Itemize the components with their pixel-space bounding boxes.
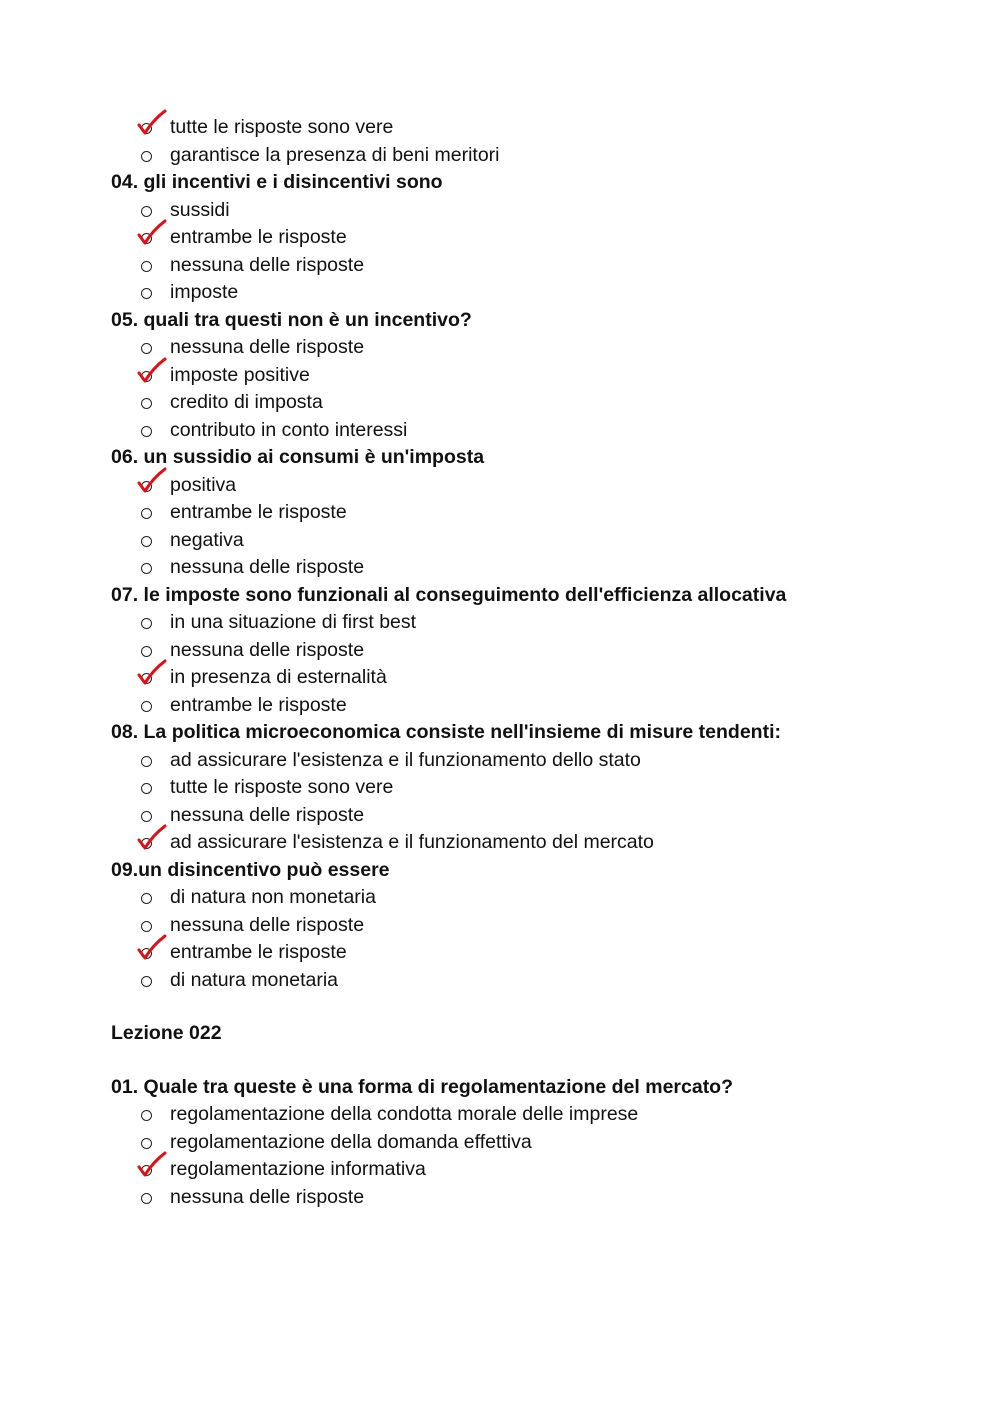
answer-option-correct	[111, 1156, 971, 1184]
answer-option	[111, 279, 971, 307]
answer-option-label: entrambe le risposte	[170, 226, 347, 248]
answer-option-label: in una situazione di first best	[170, 611, 417, 633]
answer-option-label: nessuna delle risposte	[170, 638, 365, 661]
answer-option	[111, 142, 971, 170]
answer-option-correct	[111, 114, 971, 142]
answer-option	[111, 389, 971, 417]
answer-option-correct	[111, 224, 971, 252]
answer-option-label: nessuna delle risposte	[170, 253, 365, 276]
answer-option	[111, 747, 971, 775]
answer-option-label: di natura monetaria	[170, 968, 339, 991]
hollow-circle-bullet-icon	[141, 398, 152, 409]
answer-option-label: regolamentazione della domanda effettiva	[170, 1130, 532, 1153]
answer-option-label: contributo in conto interessi	[170, 418, 408, 441]
answer-option	[111, 692, 971, 720]
red-checkmark-icon	[135, 658, 167, 688]
hollow-circle-bullet-icon	[141, 921, 152, 932]
answer-option-label: nessuna delle risposte	[170, 1185, 365, 1208]
question-text: 06. un sussidio ai consumi è un'imposta	[111, 446, 485, 468]
hollow-circle-bullet-icon	[141, 288, 152, 299]
answer-option-label: regolamentazione informativa	[170, 1158, 426, 1180]
quiz-content	[111, 114, 971, 1211]
answer-option	[111, 334, 971, 362]
answer-option	[111, 774, 971, 802]
answer-option	[111, 197, 971, 225]
hollow-circle-bullet-icon	[141, 343, 152, 354]
answer-option-label: negativa	[170, 528, 244, 551]
hollow-circle-bullet-icon	[141, 646, 152, 657]
hollow-circle-bullet-icon	[141, 756, 152, 767]
answer-option-label: di natura non monetaria	[170, 886, 376, 908]
answer-option-label: positiva	[170, 473, 237, 496]
hollow-circle-bullet-icon	[141, 701, 152, 712]
answer-option-label: entrambe le risposte	[170, 501, 347, 523]
question-text: 04. gli incentivi e i disincentivi sono	[111, 171, 443, 193]
answer-option-correct	[111, 829, 971, 857]
answer-option-label: entrambe le risposte	[170, 941, 347, 963]
answer-option-label: nessuna delle risposte	[170, 336, 365, 358]
answer-option	[111, 884, 971, 912]
hollow-circle-bullet-icon	[141, 206, 152, 217]
answer-option-correct	[111, 664, 971, 692]
hollow-circle-bullet-icon	[141, 426, 152, 437]
hollow-circle-bullet-icon	[141, 1138, 152, 1149]
hollow-circle-bullet-icon	[141, 261, 152, 272]
hollow-circle-bullet-icon	[141, 893, 152, 904]
answer-option-label: credito di imposta	[170, 391, 323, 413]
answer-option-label: tutte le risposte sono vere	[170, 776, 394, 798]
lesson-heading: Lezione 022	[111, 1022, 222, 1044]
answer-option-label: nessuna delle risposte	[170, 913, 365, 936]
spacer	[111, 1048, 971, 1074]
answer-option-label: nessuna delle risposte	[170, 803, 365, 826]
hollow-circle-bullet-icon	[141, 811, 152, 822]
answer-option-label: nessuna delle risposte	[170, 556, 365, 578]
answer-option-label: imposte	[170, 281, 239, 303]
red-checkmark-icon	[135, 1150, 167, 1180]
answer-option	[111, 967, 971, 995]
answer-option	[111, 527, 971, 555]
red-checkmark-icon	[135, 823, 167, 853]
hollow-circle-bullet-icon	[141, 1193, 152, 1204]
answer-option-label: ad assicurare l'esistenza e il funzionamento del mercato	[170, 831, 654, 853]
hollow-circle-bullet-icon	[141, 976, 152, 987]
answer-option-correct	[111, 362, 971, 390]
hollow-circle-bullet-icon	[141, 1110, 152, 1121]
red-checkmark-icon	[135, 108, 167, 138]
hollow-circle-bullet-icon	[141, 618, 152, 629]
red-checkmark-icon	[135, 356, 167, 386]
question-text: 05. quali tra questi non è un incentivo?	[111, 308, 472, 331]
hollow-circle-bullet-icon	[141, 536, 152, 547]
answer-option	[111, 609, 971, 637]
question-text: 01. Quale tra queste è una forma di regolamentazione del mercato?	[111, 1075, 734, 1098]
answer-option	[111, 1184, 971, 1212]
answer-option	[111, 554, 971, 582]
answer-option-label: imposte positive	[170, 363, 310, 386]
answer-option-label: entrambe le risposte	[170, 693, 347, 716]
answer-option-label: sussidi	[170, 198, 230, 221]
answer-option-correct	[111, 939, 971, 967]
red-checkmark-icon	[135, 466, 167, 496]
hollow-circle-bullet-icon	[141, 563, 152, 574]
spacer	[111, 994, 971, 1020]
answer-option-label: in presenza di esternalità	[170, 666, 387, 688]
red-checkmark-icon	[135, 933, 167, 963]
question-text: 07. le imposte sono funzionali al conseguimento dell'efficienza allocativa	[111, 583, 787, 606]
answer-option	[111, 417, 971, 445]
hollow-circle-bullet-icon	[141, 151, 152, 162]
answer-option-label: tutte le risposte sono vere	[170, 116, 394, 138]
answer-option	[111, 252, 971, 280]
hollow-circle-bullet-icon	[141, 783, 152, 794]
answer-option	[111, 499, 971, 527]
answer-option-label: regolamentazione della condotta morale delle imprese	[170, 1103, 639, 1125]
question-text: 08. La politica microeconomica consiste nell'insieme di misure tendenti:	[111, 721, 781, 743]
red-checkmark-icon	[135, 218, 167, 248]
question-text: 09.un disincentivo può essere	[111, 858, 390, 881]
answer-option-correct	[111, 472, 971, 500]
answer-option	[111, 912, 971, 940]
answer-option	[111, 637, 971, 665]
hollow-circle-bullet-icon	[141, 508, 152, 519]
answer-option	[111, 1101, 971, 1129]
answer-option	[111, 802, 971, 830]
answer-option	[111, 1129, 971, 1157]
answer-option-label: ad assicurare l'esistenza e il funzionamento dello stato	[170, 748, 641, 771]
answer-option-label: garantisce la presenza di beni meritori	[170, 143, 500, 166]
